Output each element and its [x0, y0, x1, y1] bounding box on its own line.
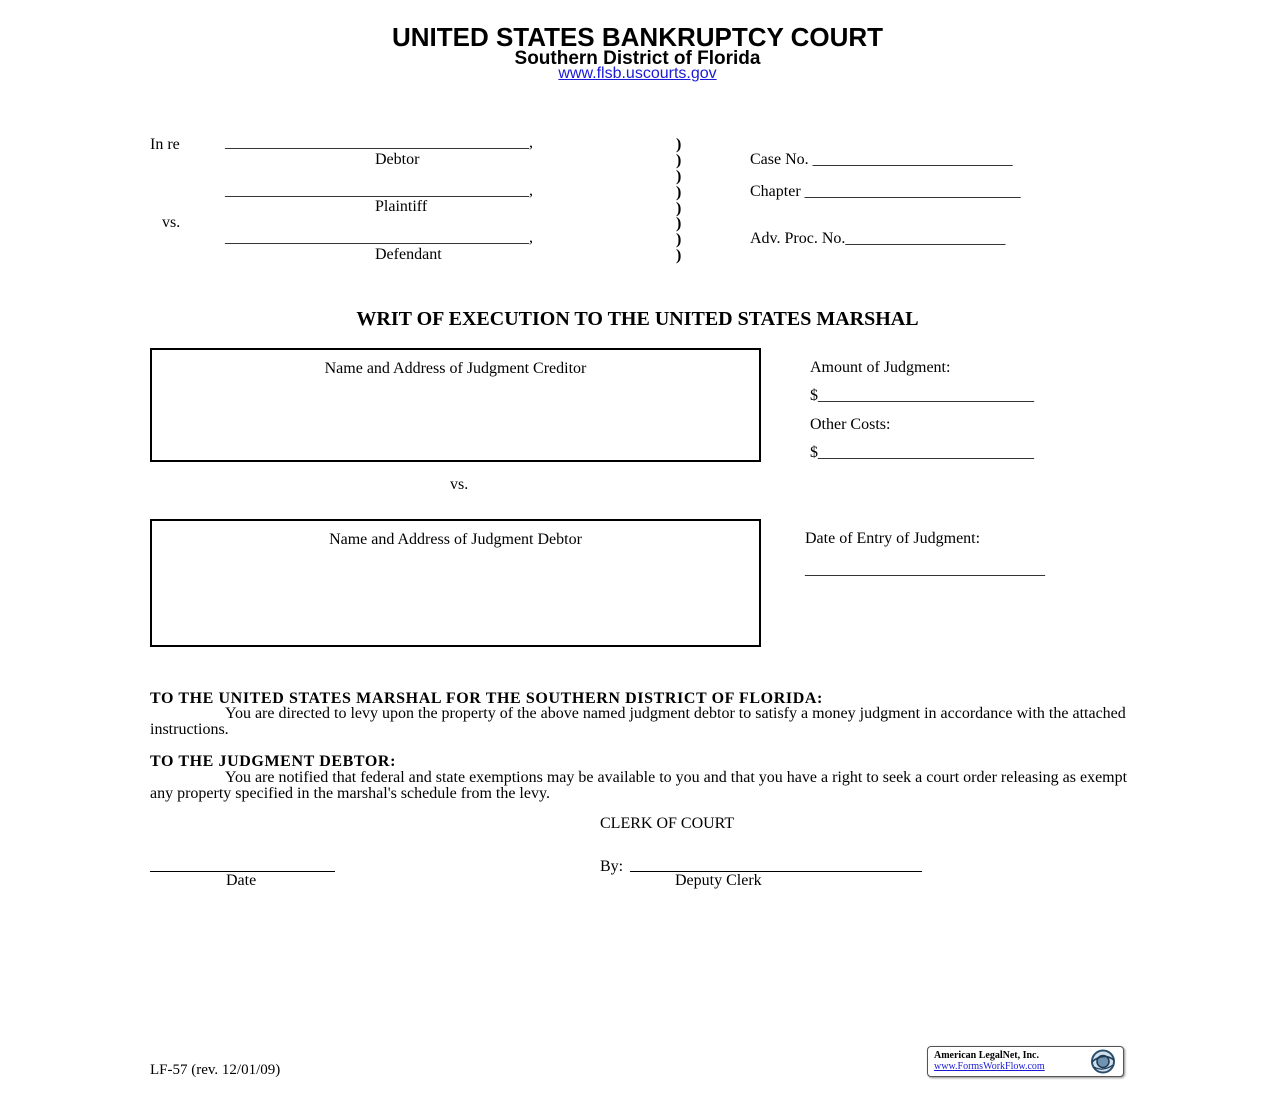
plaintiff-label: Plaintiff	[375, 198, 428, 215]
by-label: By:	[600, 858, 624, 875]
document-title: WRIT OF EXECUTION TO THE UNITED STATES MARSHAL	[356, 308, 919, 330]
publisher-logo[interactable]	[927, 1046, 1124, 1077]
caption-bracket: )	[676, 152, 682, 169]
caption-bracket: )	[676, 168, 682, 185]
publisher-url[interactable]: www.FormsWorkFlow.com	[934, 1061, 1045, 1072]
marshal-heading: TO THE UNITED STATES MARSHAL FOR THE SOUTHERN DISTRICT OF FLORIDA:	[150, 690, 823, 707]
date-of-entry-field[interactable]: ______________________________	[805, 561, 1045, 578]
debtor-name-field[interactable]: ______________________________________,	[225, 134, 533, 151]
court-website-link[interactable]: www.flsb.uscourts.gov	[558, 65, 717, 82]
caption-bracket: )	[676, 184, 682, 201]
globe-icon	[1086, 1048, 1120, 1075]
defendant-label: Defendant	[375, 246, 442, 263]
caption-bracket: )	[676, 231, 682, 248]
form-identifier: LF-57 (rev. 12/01/09)	[150, 1062, 281, 1078]
defendant-name-field[interactable]: ______________________________________,	[225, 229, 533, 246]
judgment-debtor-label: Name and Address of Judgment Debtor	[329, 531, 582, 548]
case-number-field[interactable]: Case No. _________________________	[750, 151, 1013, 168]
parties-vs: vs.	[450, 476, 469, 493]
judgment-creditor-label: Name and Address of Judgment Creditor	[324, 360, 587, 377]
deputy-clerk-signature-line[interactable]	[630, 871, 922, 872]
judgment-debtor-box[interactable]	[150, 519, 761, 647]
amount-of-judgment-label: Amount of Judgment:	[810, 359, 951, 376]
chapter-field[interactable]: Chapter ___________________________	[750, 183, 1021, 200]
in-re-label: In re	[150, 136, 180, 153]
publisher-name: American LegalNet, Inc.	[934, 1050, 1039, 1061]
deputy-clerk-label: Deputy Clerk	[675, 872, 762, 889]
caption-vs: vs.	[162, 214, 181, 231]
judgment-creditor-box[interactable]	[150, 348, 761, 462]
date-label: Date	[226, 872, 257, 889]
caption-bracket: )	[676, 136, 682, 153]
clerk-of-court-label: CLERK OF COURT	[600, 815, 735, 832]
judgment-debtor-heading: TO THE JUDGMENT DEBTOR:	[150, 753, 397, 770]
plaintiff-name-field[interactable]: ______________________________________,	[225, 182, 533, 199]
caption-bracket: )	[676, 215, 682, 232]
marshal-instructions: You are directed to levy upon the property of the above named judgment debtor to satisfy a money judgment in accordance with the attached instructions.	[150, 705, 1126, 738]
district-name: Southern District of Florida	[514, 48, 761, 69]
judgment-debtor-notice: You are notified that federal and state exemptions may be available to you and that you have a right to seek a court order releasing as exempt any property specified in the marshal's schedule from the levy.	[150, 769, 1128, 802]
date-of-entry-label: Date of Entry of Judgment:	[805, 530, 981, 547]
caption-bracket: )	[676, 247, 682, 264]
other-costs-label: Other Costs:	[810, 416, 891, 433]
caption-bracket: )	[676, 200, 682, 217]
debtor-label: Debtor	[375, 151, 420, 168]
court-title: UNITED STATES BANKRUPTCY COURT	[391, 22, 884, 52]
amount-of-judgment-field[interactable]: $___________________________	[810, 387, 1034, 404]
adversary-proceeding-field[interactable]: Adv. Proc. No.____________________	[750, 230, 1006, 247]
other-costs-field[interactable]: $___________________________	[810, 444, 1034, 461]
